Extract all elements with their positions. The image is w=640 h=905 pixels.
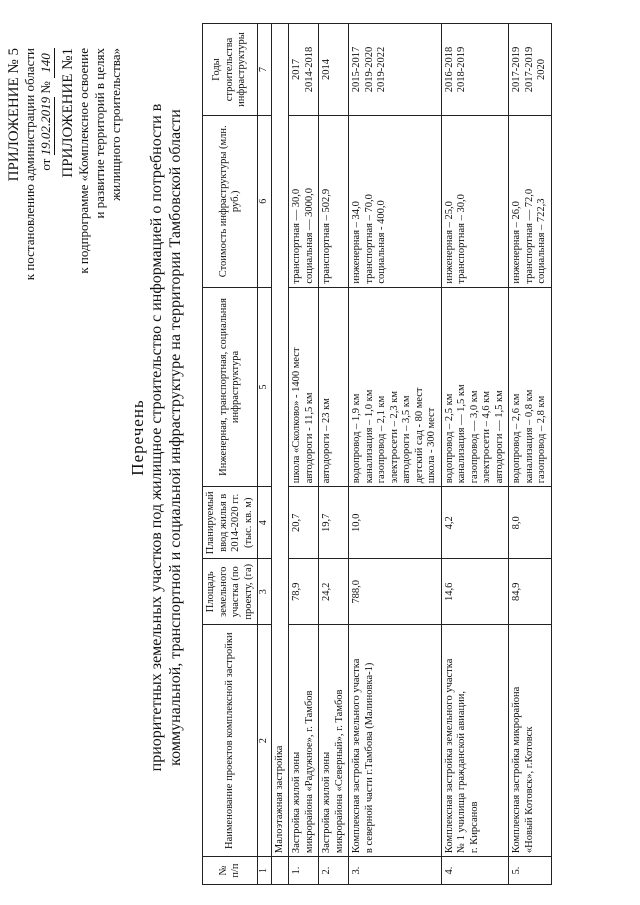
decree-date: 19.02.2019 bbox=[38, 96, 53, 156]
infrastructure-cost-line: инженерная – 26,0 bbox=[511, 201, 522, 284]
appendix-5-decree-line: к постановлению администрации области bbox=[22, 48, 37, 281]
project-name-line: микрорайона «Северный», г. Тамбов bbox=[333, 689, 345, 854]
infrastructure-line: водопровод – 2,6 км bbox=[511, 393, 522, 484]
table-header-row bbox=[203, 24, 258, 885]
infrastructure-cost bbox=[441, 115, 509, 287]
column-number: 1 bbox=[258, 857, 272, 885]
plot-area: 788,0 bbox=[349, 559, 442, 625]
infrastructure-line: газопровод — 3,0 км bbox=[468, 390, 480, 484]
from-label: от bbox=[38, 158, 53, 171]
column-number: 2 bbox=[258, 625, 272, 857]
column-number: 3 bbox=[258, 559, 272, 625]
project-name-line: № 1 училища гражданской авиации, bbox=[456, 690, 467, 854]
header-years: Годы строительства инфраструктуры bbox=[203, 24, 258, 116]
infrastructure-line: автодороги – 23 км bbox=[321, 398, 332, 484]
planned-housing: 10,0 bbox=[349, 487, 442, 559]
infrastructure-cost bbox=[349, 115, 442, 287]
column-number: 7 bbox=[258, 24, 272, 116]
header-infrastructure: Инженерная, транспортная, социальная инфраструктура bbox=[203, 287, 258, 487]
appendix-5-header bbox=[6, 48, 55, 280]
construction-years-line: 2014 bbox=[321, 59, 332, 80]
project-name bbox=[319, 625, 349, 857]
infrastructure bbox=[441, 287, 509, 487]
column-number: 5 bbox=[258, 287, 272, 487]
header-project-name: Наименование проектов комплексной застройки bbox=[203, 625, 258, 857]
construction-years bbox=[509, 24, 552, 116]
planned-housing: 20,7 bbox=[289, 487, 319, 559]
infrastructure-cost-line: транспортная — 30,0 bbox=[291, 188, 302, 284]
table-body bbox=[271, 24, 551, 885]
header-area: Площадь земельного участка (по проекту, (га) bbox=[203, 559, 258, 625]
construction-years-line: 2014-2018 bbox=[303, 46, 315, 93]
header-housing: Планируемый ввод жилья в 2014-2020 гг. (тыс. кв. м) bbox=[203, 487, 258, 559]
column-number: 4 bbox=[258, 487, 272, 559]
number-label: № bbox=[38, 81, 53, 94]
table-row bbox=[289, 24, 319, 885]
construction-years-line: 2017-2019 bbox=[511, 46, 522, 93]
infrastructure-line: электросети – 2,3 км bbox=[388, 390, 400, 484]
appendix-1-title: ПРИЛОЖЕНИЕ №1 bbox=[60, 48, 76, 178]
appendix-1-line-3: и развитие территорий в целях bbox=[92, 48, 107, 219]
infrastructure-line: газопровод – 2,1 км bbox=[376, 395, 387, 484]
construction-years-line: 2017 bbox=[291, 59, 302, 80]
decree-number: 140 bbox=[38, 48, 55, 78]
infrastructure-cost bbox=[509, 115, 552, 287]
table-row bbox=[509, 24, 552, 885]
planned-housing: 19,7 bbox=[319, 487, 349, 559]
document-heading: Перечень bbox=[128, 399, 147, 476]
construction-years-line: 2019-2020 bbox=[363, 46, 375, 93]
infrastructure-line: электросети – 4,6 км bbox=[481, 390, 492, 484]
infrastructure-line: автодороги - 11,5 км bbox=[303, 392, 315, 484]
infrastructure bbox=[289, 287, 319, 487]
infrastructure-line: автодороги – 3,5 км bbox=[401, 395, 412, 484]
column-number-row bbox=[258, 24, 272, 885]
infrastructure-line: школа «Сколково» - 1400 мест bbox=[291, 347, 302, 484]
row-number: 5. bbox=[509, 857, 552, 885]
plot-area: 78,9 bbox=[289, 559, 319, 625]
table-row bbox=[441, 24, 509, 885]
planned-housing: 4,2 bbox=[441, 487, 509, 559]
construction-years-line: 2016-2018 bbox=[443, 46, 455, 93]
row-number: 4. bbox=[441, 857, 509, 885]
appendix-1-header bbox=[60, 48, 124, 274]
project-name-line: Комплексная застройка микрорайона bbox=[511, 686, 522, 854]
infrastructure-line: детский сад - 80 мест bbox=[413, 387, 425, 484]
infrastructure-cost-line: социальная - 400,0 bbox=[376, 200, 387, 284]
project-name bbox=[289, 625, 319, 857]
infrastructure-line: школа - 300 мест bbox=[426, 407, 437, 484]
infrastructure-line: водопровод – 2,5 км bbox=[443, 393, 455, 484]
infrastructure-cost bbox=[289, 115, 319, 287]
infrastructure-line: канализация – 1,0 км bbox=[363, 389, 375, 484]
infrastructure-cost bbox=[319, 115, 349, 287]
plot-area: 24,2 bbox=[319, 559, 349, 625]
section-title: Малоэтажная застройка bbox=[271, 24, 289, 857]
plot-area: 14,6 bbox=[441, 559, 509, 625]
appendix-1-line-2: к подпрограмме «Комплексное освоение bbox=[76, 48, 91, 274]
column-number: 6 bbox=[258, 115, 272, 287]
project-name bbox=[441, 625, 509, 857]
document-titles bbox=[128, 40, 185, 835]
appendix-5-title: ПРИЛОЖЕНИЕ № 5 bbox=[6, 48, 22, 182]
project-name-line: Застройка жилой зоны bbox=[291, 751, 302, 854]
infrastructure-line: газопровод – 2,8 км bbox=[536, 395, 547, 484]
infrastructure-cost-line: транспортная – 502,9 bbox=[321, 188, 332, 284]
infrastructure-cost-line: социальная — 3000,0 bbox=[303, 187, 315, 284]
construction-years-line: 2018-2019 bbox=[456, 46, 467, 93]
appendix-5-date-line bbox=[38, 48, 55, 280]
infrastructure-line: канализация – 0,8 км bbox=[523, 389, 535, 484]
project-name-line: Застройка жилой зоны bbox=[321, 751, 332, 854]
construction-years-line: 2019-2022 bbox=[376, 46, 387, 93]
construction-years-line: 2020 bbox=[536, 59, 547, 80]
construction-years bbox=[349, 24, 442, 116]
construction-years bbox=[319, 24, 349, 116]
section-row bbox=[271, 24, 289, 885]
construction-years-line: 2015-2017 bbox=[351, 46, 362, 93]
infrastructure bbox=[349, 287, 442, 487]
project-name-line: г. Кирсанов bbox=[468, 801, 480, 854]
project-name bbox=[509, 625, 552, 857]
project-name-line: микрорайона «Радужное», г. Тамбов bbox=[303, 690, 315, 854]
row-number: 1. bbox=[289, 857, 319, 885]
construction-years bbox=[289, 24, 319, 116]
row-number: 3. bbox=[349, 857, 442, 885]
header-number: № п/п bbox=[203, 857, 258, 885]
infrastructure-line: автодороги — 1,5 км bbox=[493, 390, 505, 484]
planned-housing: 8,0 bbox=[509, 487, 552, 559]
infrastructure-cost-line: социальная – 722,3 bbox=[536, 198, 547, 284]
infrastructure bbox=[509, 287, 552, 487]
construction-years bbox=[441, 24, 509, 116]
construction-years-line: 2017-2019 bbox=[523, 46, 535, 93]
infrastructure-line: водопровод – 1,9 км bbox=[351, 393, 362, 484]
project-name bbox=[349, 625, 442, 857]
row-number: 2. bbox=[319, 857, 349, 885]
project-name-line: Комплексная застройка земельного участка bbox=[443, 658, 455, 854]
infrastructure-cost-line: транспортная – 30,0 bbox=[456, 194, 467, 284]
project-name-line: в северной части г.Тамбова (Малиновка-1) bbox=[363, 662, 375, 854]
infrastructure-cost-line: транспортная — 72,0 bbox=[523, 188, 535, 284]
infrastructure-cost-line: инженерная – 34,0 bbox=[351, 201, 362, 284]
header-cost: Стоимость инфраструктуры (млн. руб.) bbox=[203, 115, 258, 287]
infrastructure bbox=[319, 287, 349, 487]
document-subtitle-2: коммунальной, транспортной и социальной инфраструктуре на территории Тамбовской области bbox=[167, 109, 184, 766]
project-name-line: Комплексная застройка земельного участка bbox=[351, 658, 362, 854]
infrastructure-line: канализация — 1,5 км bbox=[456, 384, 467, 484]
infrastructure-cost-line: инженерная – 25,0 bbox=[443, 201, 455, 284]
plot-area: 84,9 bbox=[509, 559, 552, 625]
appendix-1-line-4: жилищного строительства» bbox=[108, 48, 123, 201]
project-name-line: «Новый Котовск», г.Котовск bbox=[523, 726, 535, 854]
table-row bbox=[349, 24, 442, 885]
document-subtitle-1: приоритетных земельных участков под жилищное строительство с информацией о потребности в bbox=[148, 103, 165, 772]
priority-land-plots-table bbox=[202, 23, 552, 885]
infrastructure-cost-line: транспортная – 70,0 bbox=[363, 194, 375, 284]
table-row bbox=[319, 24, 349, 885]
